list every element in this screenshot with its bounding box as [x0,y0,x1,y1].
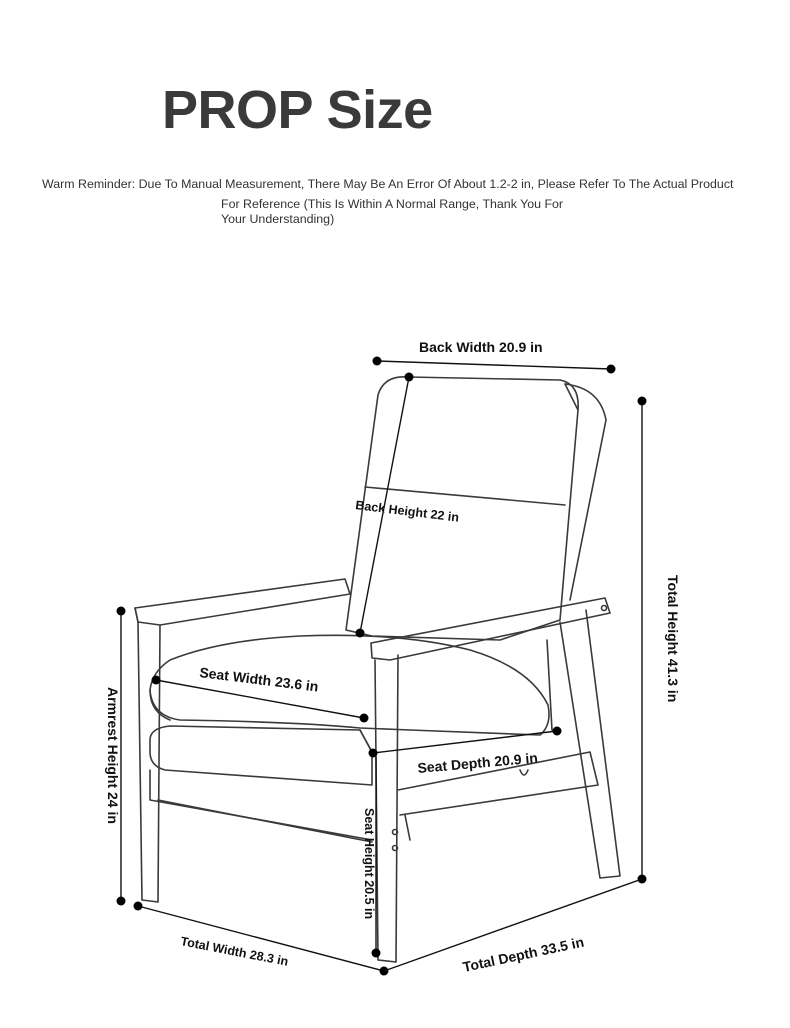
back-height-bottom-dot [356,629,365,638]
back-width-end-dot [607,365,616,374]
seat-width-label: Seat Width 23.6 in [198,664,320,695]
total-width-start-dot [134,902,143,911]
seat-height-bottom-dot [372,949,381,958]
back-width-line [377,361,611,369]
seat-depth-back-dot [553,727,562,736]
armrest-height-top-dot [117,607,126,616]
seat-depth-front-dot [369,749,378,758]
back-height-top-dot [405,373,414,382]
back-width-label: Back Width 20.9 in [419,339,543,355]
dimension-labels [105,339,681,975]
warm-reminder-line-2: For Reference (This Is Within A Normal Range, Thank You For Your Understanding) [221,197,564,226]
seat-depth-label: Seat Depth 20.9 in [416,749,539,776]
back-height-label: Back Height 22 in [354,498,460,525]
total-depth-label: Total Depth 33.5 in [461,933,586,975]
back-width-start-dot [373,357,382,366]
page-title: PROP Size [162,80,433,140]
armrest-height-bottom-dot [117,897,126,906]
seat-width-end-dot [360,714,369,723]
seat-width-start-dot [152,676,161,685]
seat-height-label: Seat Height 20.5 in [362,808,376,920]
total-height-top-dot [638,397,647,406]
armrest-height-label: Armrest Height 24 in [105,687,121,824]
total-width-label: Total Width 28.3 in [179,934,290,969]
total-height-label: Total Height 41.3 in [665,575,681,703]
warm-reminder-line-1: Warm Reminder: Due To Manual Measurement, There May Be An Error Of About 1.2-2 in, Please Refer To The Actual Product [42,177,734,191]
